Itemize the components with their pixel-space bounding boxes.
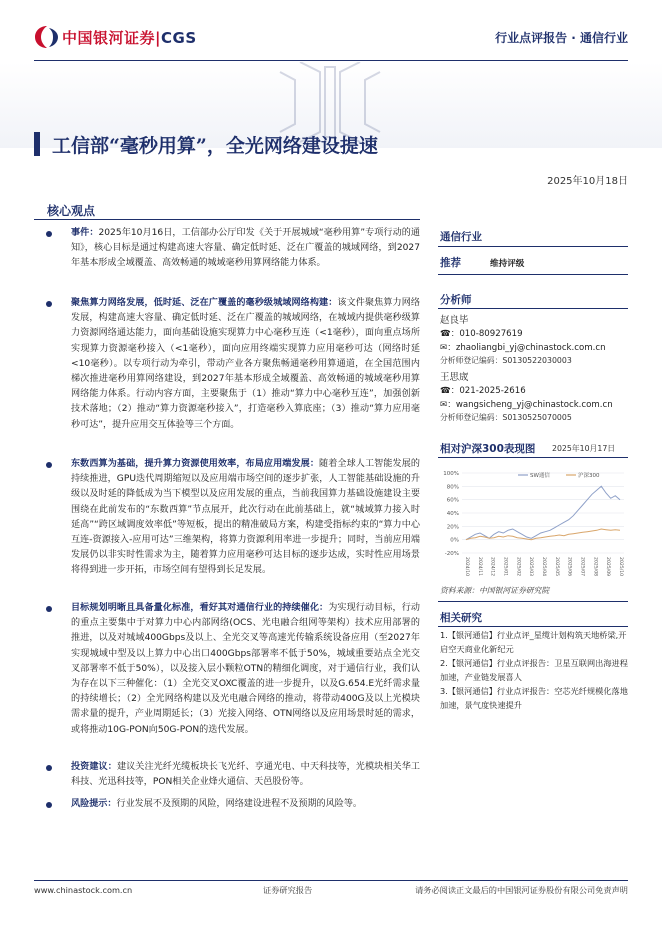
chart-y-tick-label: 60% xyxy=(446,497,459,504)
email-icon: ✉ xyxy=(440,400,448,410)
footer-rule xyxy=(34,880,628,881)
analyst-email-row: ✉：zhaoliangbi_yj@chinastock.com.cn xyxy=(440,343,606,353)
chart-x-tick-label: 2024/10 xyxy=(464,557,469,577)
chart-heading: 相对沪深300表现图 xyxy=(440,443,536,455)
bullet-target xyxy=(46,601,420,738)
footer-center: 证券研究报告 xyxy=(263,885,313,895)
brand-name xyxy=(62,27,197,48)
chart-y-tick-label: 0% xyxy=(450,537,459,544)
chart-x-tick-label: 2025/09 xyxy=(605,557,611,577)
sidebar-rule xyxy=(438,246,628,247)
bullet-highlight: 目标规划明晰且具备量化标准，看好其对通信行业的持续催化： xyxy=(71,603,329,613)
bullet-text: 该文件聚焦算力网络发展，构建高速大容量、确定低时延、泛在广覆盖的城域网络，在城域内提供毫秒级算力资源网络通达能力，面向基础设施实现算力中心毫秒互连（<1毫秒），面向重点场所实现算力资源毫秒接入（<1毫秒），面向应用终端实现算力应用毫秒可达（网络时延<10毫秒）。以专项行动为牵引，带动产业各方聚焦畅通毫秒用算通道，在全国范围内梯次推进毫秒用算网络建设，到2027年基本形成全域覆盖、高效畅通的城域毫秒用算网络能力体系。行动内容方面，主要聚焦于（1）推动“算力中心毫秒互连”，加强创新技术落地；（2）推动“算力资源毫秒接入”，打造毫秒入算底座；（3）推动“算力应用毫秒可达”，提升应用交互体验等三个方面。 xyxy=(71,298,420,430)
analyst-reg: 分析师登记编码：S0130525070005 xyxy=(440,413,572,422)
bullet-text: 2025年10月16日，工信部办公厅印发《关于开展城域“毫秒用算”专项行动的通知》，核心目标是通过构建高速大容量、确定低时延、泛在广覆盖的城域网络，到2027年基本形成全域覆盖、高效畅通的城域毫秒用算网络能力体系。 xyxy=(71,228,420,269)
chart-x-tick-label: 2025/06 xyxy=(566,557,572,577)
chart-date: 2025年10月17日 xyxy=(552,444,616,453)
sidebar-rule xyxy=(438,601,628,602)
bullet-risk xyxy=(46,797,420,812)
sidebar-rule xyxy=(438,274,628,275)
relative-performance-chart xyxy=(438,467,628,577)
analyst-email[interactable]: wangsicheng_yj@chinastock.com.cn xyxy=(455,400,613,410)
footer-disclaimer: 请务必阅读正文最后的中国银河证券股份有限公司免责声明 xyxy=(415,885,628,895)
chart-x-tick-label: 2025/03 xyxy=(528,557,534,577)
header-rule xyxy=(34,60,628,61)
report-date: 2025年10月18日 xyxy=(547,176,628,187)
bullet-highlight: 东数西算为基础，提升算力资源使用效率，布局应用端发展： xyxy=(71,459,320,469)
analyst-reg: 分析师登记编码：S0130522030003 xyxy=(440,356,572,365)
related-item[interactable]: 3.【银河通信】行业点评报告：空芯光纤规模化落地加速，景气度快速提升 xyxy=(440,686,628,711)
related-item[interactable]: 1.【银河通信】行业点评_星缆计划构筑天地桥梁,开启空天商业化新纪元 xyxy=(440,630,627,655)
phone-icon: ☎ xyxy=(440,386,451,396)
chart-x-tick-label: 2025/02 xyxy=(515,557,521,577)
chart-x-tick-label: 2025/04 xyxy=(541,557,546,577)
chart-x-tick-label: 2025/01 xyxy=(502,557,508,577)
bullet-highlight: 事件： xyxy=(71,228,99,238)
bullet-network xyxy=(46,296,420,433)
related-item[interactable]: 2.【银河通信】行业点评报告：卫星互联网出海进程加速，产业链发展喜人 xyxy=(440,658,628,683)
sidebar-rule xyxy=(438,626,628,627)
title-accent-bar xyxy=(34,132,40,156)
footer-website[interactable]: www.chinastock.com.cn xyxy=(34,885,133,895)
analyst-phone: 021-2025-2616 xyxy=(459,386,526,396)
chart-y-tick-label: 80% xyxy=(446,484,459,491)
brand-separator: | xyxy=(155,29,161,47)
sidebar-rule xyxy=(438,457,628,458)
chart-y-tick-label: 40% xyxy=(446,511,459,517)
industry-label: 通信行业 xyxy=(440,231,482,243)
bullet-dot-icon xyxy=(46,765,52,771)
analyst-phone-row: ☎：021-2025-2616 xyxy=(440,386,526,396)
chart-series-line xyxy=(466,529,620,540)
bullet-dot-icon xyxy=(46,606,52,612)
section-rule xyxy=(34,219,420,220)
chart-x-tick-label: 2025/05 xyxy=(553,557,559,577)
analyst-heading: 分析师 xyxy=(440,294,472,306)
analyst-name: 王思宬 xyxy=(440,372,469,383)
analyst-phone-row: ☎：010-80927619 xyxy=(440,329,523,339)
bullet-highlight: 聚焦算力网络发展，低时延、泛在广覆盖的毫秒级城域网络构建： xyxy=(71,298,338,308)
bullet-dot-icon xyxy=(46,231,52,237)
chart-x-tick-label: 2025/10 xyxy=(618,557,623,577)
bullet-dot-icon xyxy=(46,301,52,307)
brand-en: CGS xyxy=(161,29,197,47)
related-heading: 相关研究 xyxy=(440,612,482,624)
analyst-email-row: ✉：wangsicheng_yj@chinastock.com.cn xyxy=(440,400,613,410)
report-title: 工信部“毫秒用算”，全光网络建设提速 xyxy=(52,135,378,157)
chart-x-tick-label: 2025/07 xyxy=(579,557,585,577)
email-icon: ✉ xyxy=(440,343,448,353)
rating-value: 维持评级 xyxy=(490,259,525,269)
bullet-text: 行业发展不及预期的风险，网络建设进程不及预期的风险等。 xyxy=(116,799,363,809)
chart-x-tick-label: 2024/12 xyxy=(489,557,495,577)
chart-source: 资料来源：中国银河证券研究院 xyxy=(440,586,550,595)
bullet-dot-icon xyxy=(46,462,52,468)
sidebar-rule xyxy=(438,308,628,309)
chart-x-tick-label: 2024/11 xyxy=(476,557,482,577)
bullet-highlight: 投资建议： xyxy=(71,762,117,772)
bullet-investment xyxy=(46,760,420,790)
bullet-text: 建议关注光纤光缆板块长飞光纤、亨通光电、中天科技等，光模块相关华工科技、光迅科技等，PON相关企业烽火通信、天邑股份等。 xyxy=(71,762,420,788)
chart-legend-label: 沪深300 xyxy=(578,473,600,479)
phone-icon: ☎ xyxy=(440,329,451,339)
analyst-email[interactable]: zhaoliangbi_yj@chinastock.com.cn xyxy=(455,343,606,353)
bullet-text: 为实现行动目标，行动的重点主要集中于对算力中心内部网络(OCS、光电融合组网等架构）技术应用部署的推进，以及对城域400Gbps及以上、全光交叉等高速光传输系统设备应用（至2027年实现城域中型及以上算力中心出口400Gbps部署率不低于50%，城域重要站点全光交叉部署率不低于50%），以及接入层小颗粒OTN的精细化调度，对于通信行业，我们认为存在以下三种催化：（1）全光交叉OXC覆盖的进一步提升，以及G.654.E光纤需求量的持续增长；（2）全光网络构建以及光电融合网络的推动，将带动400G及以上光模块需求量的提升，产业周期延长；（3）光接入网络、OTN网络以及应用场景时延的需求，或将推动10G-PON向50G-PON的迭代发展。 xyxy=(71,603,420,735)
chart-x-tick-label: 2025/08 xyxy=(592,557,598,577)
chart-y-tick-label: 100% xyxy=(443,471,459,477)
analyst-phone: 010-80927619 xyxy=(459,329,523,339)
rating-label: 推荐 xyxy=(440,257,461,269)
brand-cn: 中国银河证券 xyxy=(62,29,156,47)
chart-legend-label: SW通信 xyxy=(530,473,550,479)
report-type: 行业点评报告 · 通信行业 xyxy=(495,31,628,45)
core-views-heading: 核心观点 xyxy=(47,204,96,218)
analyst-name: 赵良毕 xyxy=(440,315,469,326)
chart-y-tick-label: -20% xyxy=(444,551,459,557)
bullet-highlight: 风险提示： xyxy=(71,799,117,809)
bullet-text: 随着全球人工智能发展的持续推进，GPU迭代周期缩短以及应用端市场空间的逐步扩张，人工智能基础设施的升级以及时延的降低成为当下模型以及应用发展的重点，当前我国算力基础设施建设主要围绕在此前发布的“东数西算”节点展开，此次行动在此前基础上，就“城域算力接入时延高”“跨区域调度效率低”等短板，提出的精准破局方案，构建受指标约束的“算力中心互连-资源接入-应用可达”三维架构，将算力资源利用率进一步提升；同时，当前应用端发展仍以非实时性需求为主，随着算力应用毫秒可达目标的逐步达成，实时性应用场景将得到进一步开拓，市场空间有望得到长足发展。 xyxy=(71,459,420,576)
bullet-event xyxy=(46,226,420,272)
bullet-dot-icon xyxy=(46,802,52,808)
chart-y-tick-label: 20% xyxy=(446,524,459,531)
cgs-logo-icon xyxy=(34,25,60,49)
bullet-east-west xyxy=(46,457,420,579)
